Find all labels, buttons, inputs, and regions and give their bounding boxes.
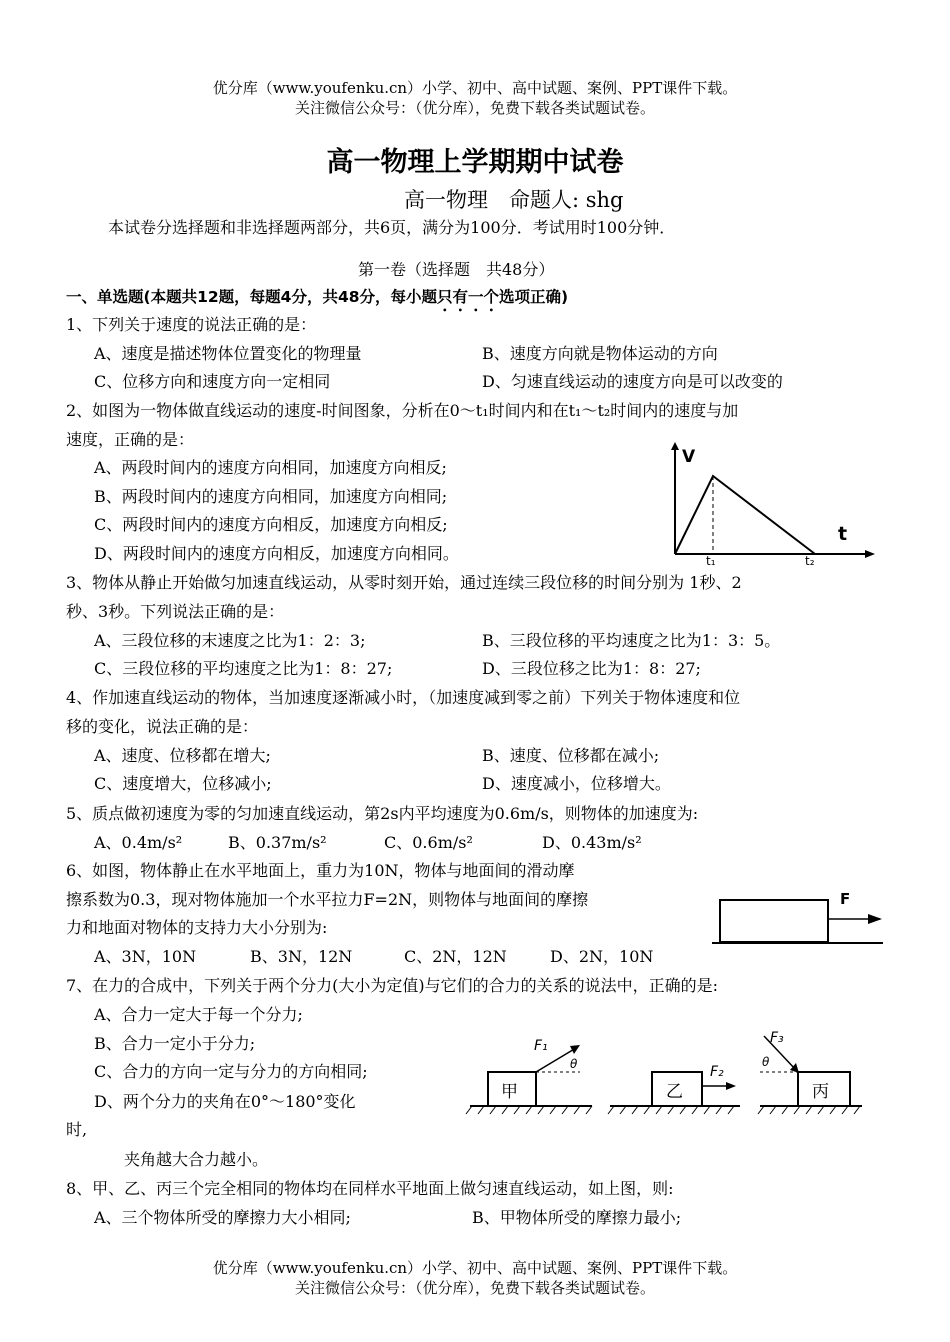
theta-bing: θ [762,1055,770,1069]
q6-block [720,900,828,942]
q6-stem-1: 6、如图，物体静止在水平地面上，重力为10N，物体与地面间的滑动摩 [66,861,575,880]
q3-option-a: A、三段位移的末速度之比为1：2：3; [94,631,366,650]
q7-stem: 7、在力的合成中，下列关于两个分力(大小为定值)与它们的合力的关系的说法中，正确的是: [66,976,719,995]
force-f2-label: F₂ [710,1064,724,1080]
q5-option-c: C、0.6m/s² [384,833,473,852]
q1-option-b: B、速度方向就是物体运动的方向 [482,344,718,363]
q4-stem-2: 移的变化，说法正确的是： [66,717,259,736]
q7-option-d-line2: 时, [66,1120,88,1139]
q8-option-b: B、甲物体所受的摩擦力最小; [472,1208,682,1227]
q6-stem-2: 擦系数为0.3，现对物体施加一个水平拉力F=2N，则物体与地面间的摩擦 [66,890,589,909]
q6-option-c: C、2N，12N [404,947,507,966]
q5-option-b: B、0.37m/s² [228,833,327,852]
header-line-1: 优分库（www.youfenku.cn）小学、初中、高中试题、案例、PPT课件下载。 [212,79,738,97]
force-f3-label: F₃ [770,1030,784,1046]
figure-yi [608,1064,740,1114]
q8-stem: 8、甲、乙、丙三个完全相同的物体均在同样水平地面上做匀速直线运动，如上图，则: [66,1179,674,1198]
q6-option-a: A、3N，10N [94,947,197,966]
graph-t-arrow [865,550,875,558]
q5-option-a: A、0.4m/s² [94,833,183,852]
q2-stem-1: 2、如图为一物体做直线运动的速度-时间图象，分析在0～t₁时间内和在t₁～t₂时间内的速度与加 [66,401,739,420]
q6-option-b: B、3N，12N [250,947,353,966]
q1-option-d: D、匀速直线运动的速度方向是可以改变的 [482,372,783,391]
q7-option-c: C、合力的方向一定与分力的方向相同; [94,1062,368,1081]
q4-option-c: C、速度增大，位移减小; [94,774,272,793]
q4-stem-1: 4、作加速直线运动的物体，当加速度逐渐减小时，（加速度减到零之前）下列关于物体速度和位 [66,688,741,707]
q3-stem-2: 秒、3秒。下列说法正确的是： [66,602,285,621]
figure-bing [758,1030,862,1114]
q2-option-c: C、两段时间内的速度方向相反，加速度方向相反; [94,515,448,534]
q6-force-label: F [840,890,851,908]
velocity-time-graph [660,436,880,566]
graph-velocity-line [675,476,815,554]
q3-stem-1: 3、物体从静止开始做匀加速直线运动，从零时刻开始，通过连续三段位移的时间分别为 1秒、2 [66,573,742,592]
exam-intro: 本试卷分选择题和非选择题两部分，共6页，满分为100分．考试用时100分钟． [108,218,676,237]
q2-option-b: B、两段时间内的速度方向相同，加速度方向相同; [94,487,448,506]
box-bing-label: 丙 [812,1082,829,1102]
q1-stem: 1、下列关于速度的说法正确的是： [66,315,317,334]
force-f1-arrow [570,1045,580,1054]
force-f1-label: F₁ [534,1038,548,1054]
volume-heading: 第一卷（选择题 共48分） [358,260,555,279]
page-subtitle: 高一物理 命题人: shg [404,188,624,212]
q7-option-b: B、合力一定小于分力; [94,1034,256,1053]
ground-hatch-jia [466,1106,592,1114]
page-title: 高一物理上学期期中试卷 [326,147,624,178]
q3-option-c: C、三段位移的平均速度之比为1：8：27; [94,659,393,678]
ground-hatch-yi [608,1106,734,1114]
q6-force-arrow [868,914,882,924]
q1-option-a: A、速度是描述物体位置变化的物理量 [94,344,362,363]
q7-option-a: A、合力一定大于每一个分力; [94,1005,303,1024]
q6-stem-3: 力和地面对物体的支持力大小分别为: [66,918,328,937]
q7-forces-figure [460,1028,870,1120]
section-suffix: 选项正确) [499,288,569,306]
footer-line-1: 优分库（www.youfenku.cn）小学、初中、高中试题、案例、PPT课件下载。 [212,1259,738,1277]
ground-hatch-bing [758,1106,860,1114]
q4-option-b: B、速度、位移都在减小; [482,746,660,765]
q2-option-d: D、两段时间内的速度方向相反，加速度方向相同。 [94,544,459,563]
box-jia-label: 甲 [501,1082,518,1102]
graph-v-label: V [682,447,696,467]
q3-option-d: D、三段位移之比为1：8：27; [482,659,701,678]
box-yi-label: 乙 [666,1082,683,1102]
q8-option-a: A、三个物体所受的摩擦力大小相同; [94,1208,351,1227]
theta-jia: θ [570,1057,578,1071]
q5-option-d: D、0.43m/s² [542,833,642,852]
graph-t2-label: t₂ [805,554,815,566]
q2-option-a: A、两段时间内的速度方向相同，加速度方向相反; [94,458,447,477]
q7-option-d-line3: 夹角越大合力越小。 [124,1150,269,1169]
q6-block-figure [708,882,888,954]
q4-option-a: A、速度、位移都在增大; [94,746,271,765]
figure-jia [466,1038,592,1114]
q5-stem: 5、质点做初速度为零的匀加速直线运动，第2s内平均速度为0.6m/s，则物体的加速度为: [66,804,699,823]
section-emphasis: 只有一个 [437,288,500,306]
q2-stem-2: 速度，正确的是： [66,430,195,449]
q3-option-b: B、三段位移的平均速度之比为1：3：5。 [482,631,781,650]
header-line-2: 关注微信公众号：（优分库），免费下载各类试题试卷。 [294,99,655,117]
q6-option-d: D、2N，10N [550,947,654,966]
graph-v-arrow [671,442,679,450]
graph-t1-label: t₁ [706,554,716,566]
graph-t-label: t [838,523,848,545]
section-prefix: 一、单选题(本题共12题，每题4分，共48分，每小题 [66,288,438,306]
q1-option-c: C、位移方向和速度方向一定相同 [94,372,331,391]
q7-option-d-line1: D、两个分力的夹角在0°～180°变化 [94,1092,356,1111]
force-f2-arrow [726,1082,736,1090]
q4-option-d: D、速度减小，位移增大。 [482,774,671,793]
footer-line-2: 关注微信公众号：（优分库），免费下载各类试题试卷。 [294,1279,655,1297]
